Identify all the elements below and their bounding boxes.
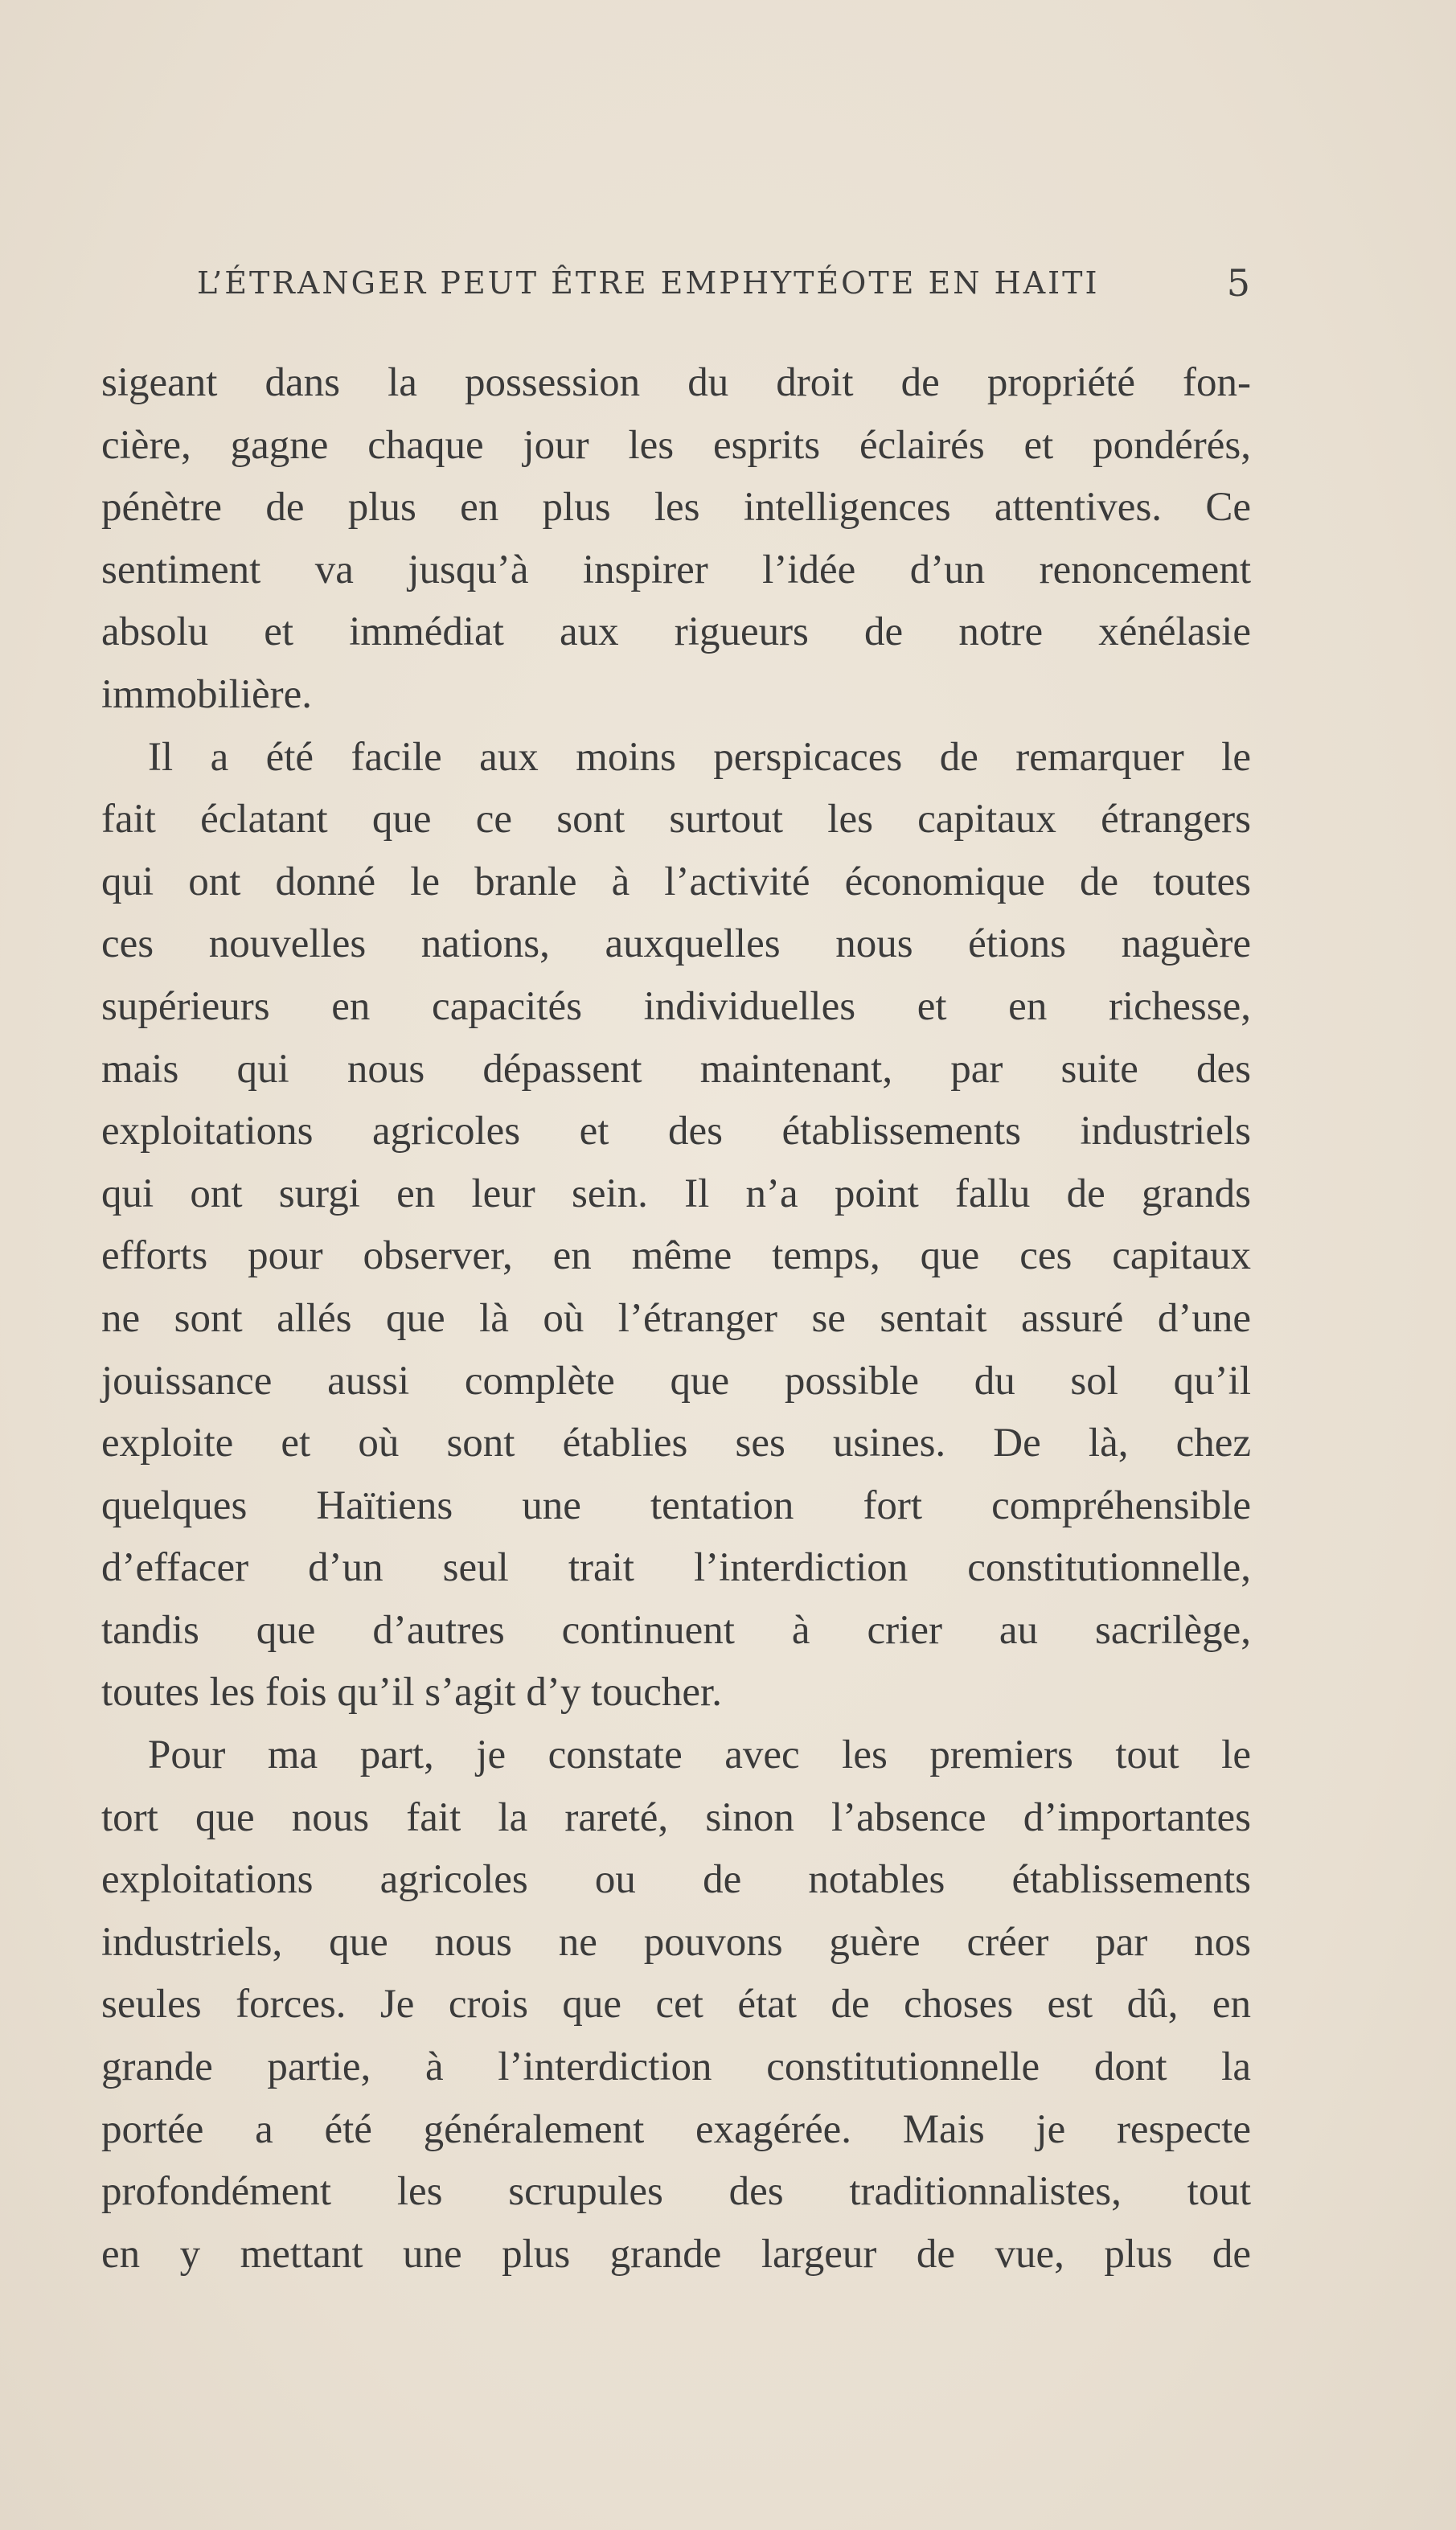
text-line: industriels, que nous ne pouvons guère créer par nos	[101, 1919, 1251, 1965]
text-line: supérieurs en capacités individuelles et en richesse,	[101, 983, 1251, 1029]
text-line: ne sont allés que là où l’étranger se sentait assuré d’une	[101, 1295, 1251, 1341]
text-line: efforts pour observer, en même temps, que ces capitaux	[101, 1233, 1251, 1279]
text-line: cière, gagne chaque jour les esprits éclairés et pondérés,	[101, 422, 1251, 468]
text-line: portée a été généralement exagérée. Mais je respecte	[101, 2106, 1251, 2152]
text-line: grande partie, à l’interdiction constitutionnelle dont la	[101, 2044, 1251, 2090]
text-line: jouissance aussi complète que possible du sol qu’il	[101, 1358, 1251, 1404]
text-line: qui ont donné le branle à l’activité économique de toutes	[101, 859, 1251, 904]
text-line: Il a été facile aux moins perspicaces de remarquer le	[148, 734, 1251, 780]
text-line: mais qui nous dépassent maintenant, par suite des	[101, 1046, 1251, 1092]
text-line: tort que nous fait la rareté, sinon l’absence d’importantes	[101, 1794, 1251, 1840]
text-line: sigeant dans la possession du droit de propriété fon-	[101, 360, 1251, 405]
text-line: seules forces. Je crois que cet état de choses est dû, en	[101, 1982, 1251, 2028]
text-line: tandis que d’autres continuent à crier au sacrilège,	[101, 1607, 1251, 1653]
text-line: profondément les scrupules des traditionnalistes, tout	[101, 2169, 1251, 2215]
running-title: L’ÉTRANGER PEUT ÊTRE EMPHYTÉOTE EN HAITI	[197, 265, 1100, 301]
text-line: sentiment va jusqu’à inspirer l’idée d’un renoncement	[101, 547, 1251, 593]
text-line: exploitations agricoles et des établissements industriels	[101, 1109, 1251, 1154]
text-line: en y mettant une plus grande largeur de vue, plus de	[101, 2231, 1251, 2277]
text-line: d’effacer d’un seul trait l’interdiction constitutionnelle,	[101, 1545, 1251, 1591]
page-number: 5	[1226, 261, 1250, 305]
text-line: absolu et immédiat aux rigueurs de notre xénélasie	[101, 609, 1251, 655]
text-line: ces nouvelles nations, auxquelles nous étions naguère	[101, 921, 1251, 967]
body-text	[101, 352, 1251, 2286]
text-line: qui ont surgi en leur sein. Il n’a point fallu de grands	[101, 1171, 1251, 1216]
text-line: quelques Haïtiens une tentation fort compréhensible	[101, 1482, 1251, 1528]
running-head	[197, 259, 1250, 307]
text-line: exploite et où sont établies ses usines. De là, chez	[101, 1421, 1251, 1466]
text-line: Pour ma part, je constate avec les premiers tout le	[148, 1732, 1251, 1778]
text-line: pénètre de plus en plus les intelligences attentives. Ce	[101, 485, 1251, 531]
text-line: immobilière.	[101, 671, 313, 717]
text-line: fait éclatant que ce sont surtout les capitaux étrangers	[101, 797, 1251, 843]
text-line: exploitations agricoles ou de notables établissements	[101, 1857, 1251, 1903]
text-line: toutes les fois qu’il s’agit d’y toucher.	[101, 1670, 722, 1716]
